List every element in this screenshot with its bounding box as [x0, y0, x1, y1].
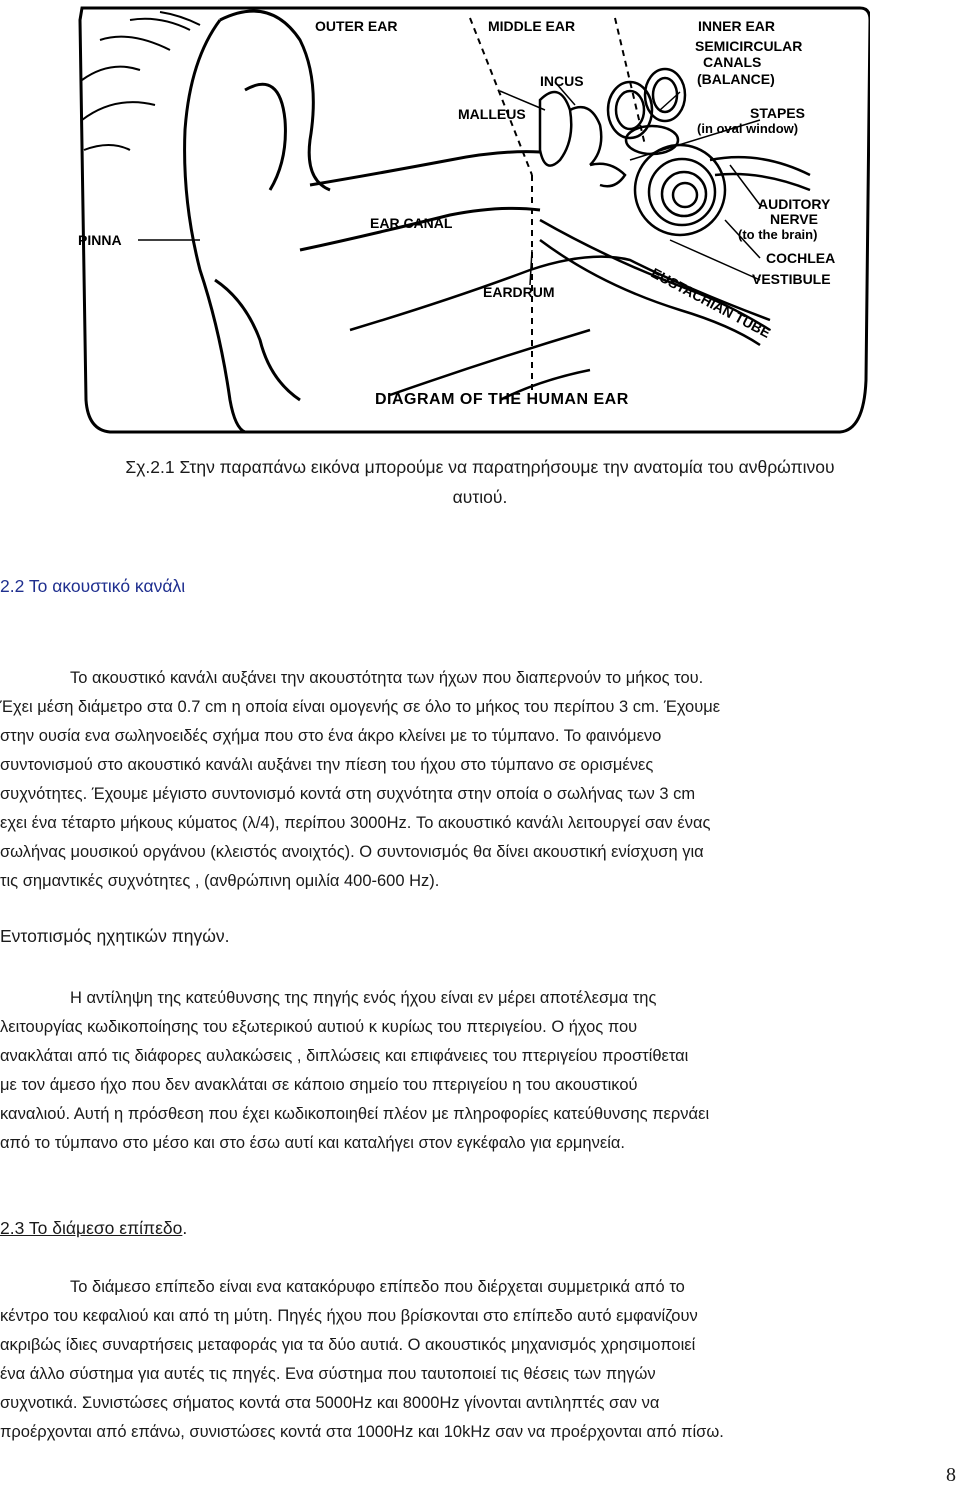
para-line: Το ακουστικό κανάλι αυξάνει την ακουστότητα των ήχων που διαπερνούν το μήκος του. — [70, 669, 704, 687]
label-pinna: PINNA — [78, 232, 122, 248]
figure-caption — [0, 452, 960, 512]
section-2-2-body — [0, 664, 960, 896]
section-2-3-heading-period: . — [182, 1218, 188, 1238]
pinna-drawing — [185, 11, 330, 432]
localization-heading: Εντοπισμός ηχητικών πηγών. — [0, 926, 230, 946]
hair-drawing — [82, 12, 200, 150]
label-to-the-brain: (to the brain) — [738, 227, 818, 242]
para-line: Η αντίληψη της κατεύθυνσης της πηγής ενός ήχου είναι εν μέρει αποτέλεσμα της — [70, 989, 657, 1007]
para-line: ακριβώς ίδιες συναρτήσεις μεταφοράς για τα δύο αυτιά. Ο ακουστικός μηχανισμός χρησιμοποιεί — [0, 1336, 696, 1354]
label-middle-ear: MIDDLE EAR — [488, 18, 576, 34]
para-line: λειτουργίας κωδικοποίησης του εξωτερικού αυτιού κ κυρίως του πτεριγείου. Ο ήχος που — [0, 1018, 638, 1036]
section-2-3-heading-text: 2.3 Το διάμεσο επίπεδο — [0, 1218, 183, 1238]
para-line: τις σημαντικές συχνότητες , (ανθρώπινη ομιλία 400-600 Hz). — [0, 872, 440, 890]
para-line: σωλήνας μουσικού οργάνου (κλειστός ανοιχτός). Ο συντονισμός θα δίνει ακουστική ενίσχυση για — [0, 843, 704, 861]
label-eardrum: EARDRUM — [483, 284, 555, 300]
para-line: ένα άλλο σύστημα για αυτές τις πηγές. Ενα σύστημα που ταυτοποιεί τις θέσεις των πηγών — [0, 1365, 656, 1383]
label-ear-canal: EAR CANAL — [370, 215, 453, 231]
semicircular-canals-drawing — [608, 69, 685, 154]
para-line: με τον άμεσο ήχο που δεν ανακλάται σε κάποιο σημείο του πτεριγείου η του ακουστικού — [0, 1076, 638, 1094]
head-tissue-drawing — [350, 257, 770, 400]
label-nerve: NERVE — [770, 211, 818, 227]
label-outer-ear: OUTER EAR — [315, 18, 398, 34]
para-line: στην ουσία ενα σωληνοειδές σχήμα που στο ένα άκρο κλείνει με το τύμπανο. Το φαινόμενο — [0, 727, 662, 745]
label-vestibule: VESTIBULE — [752, 271, 831, 287]
para-line: από το τύμπανο στο μέσο και στο έσω αυτί και καταλήγει στον εγκέφαλο για ερμηνεία. — [0, 1134, 625, 1152]
para-line: καναλιού. Αυτή η πρόσθεση που έχει κωδικοποιηθεί πλέον με πληροφορίες κατεύθυνσης περνάει — [0, 1105, 710, 1123]
label-canals: CANALS — [703, 54, 762, 70]
page-number: 8 — [946, 1464, 956, 1486]
para-line: Το διάμεσο επίπεδο είναι ενα κατακόρυφο επίπεδο που διέρχεται συμμετρικά από το — [70, 1278, 685, 1296]
label-balance: (BALANCE) — [697, 71, 775, 87]
section-2-2-heading[interactable]: 2.2 Το ακουστικό κανάλι — [0, 576, 186, 596]
para-line: Έχει μέση διάμετρο στα 0.7 cm η οποία είναι ομογενής σε όλο το μήκος του περίπου 3 cm. Έχουμε — [0, 698, 721, 716]
ear-canal-drawing — [300, 152, 540, 250]
para-line: συντονισμού στο ακουστικό κανάλι αυξάνει την πίεση του ήχου στο τύμπανο σε ορισμένες — [0, 756, 654, 774]
label-oval-window: (in oval window) — [697, 121, 799, 136]
para-line: εχει ένα τέταρτο μήκους κύματος (λ/4), περίπου 3000Hz. Το ακουστικό κανάλι λειτουργεί σαν ένας — [0, 814, 711, 832]
label-incus: INCUS — [540, 73, 584, 89]
label-cochlea: COCHLEA — [766, 250, 836, 266]
label-stapes: STAPES — [750, 105, 805, 121]
localization-body — [0, 984, 960, 1158]
label-malleus: MALLEUS — [458, 106, 526, 122]
section-2-3-body — [0, 1273, 960, 1447]
ear-diagram-drawing — [70, 0, 870, 435]
para-line: συχνότητες. Έχουμε μέγιστο συντονισμό κοντά στη συχνότητα στην οποία ο σωλήνας των 3 cm — [0, 785, 696, 803]
para-line: προέρχονται από επάνω, συνιστώσες κοντά στα 1000Hz και 10kHz σαν να προέρχονται από πίσω. — [0, 1423, 724, 1441]
caption-line-1: Σχ.2.1 Στην παραπάνω εικόνα μπορούμε να παρατηρήσουμε την ανατομία του ανθρώπινου — [125, 457, 835, 477]
caption-line-2: αυτιού. — [452, 487, 508, 507]
label-auditory: AUDITORY — [758, 196, 831, 212]
section-2-3-heading — [0, 1218, 187, 1239]
eustachian-tube-drawing — [540, 220, 770, 345]
diagram-title: DIAGRAM OF THE HUMAN EAR — [375, 391, 629, 408]
para-line: συχνοτικά. Συνιστώσες σήματος κοντά στα 5000Hz και 8000Hz γίνονται αντιληπτές σαν να — [0, 1394, 660, 1412]
ear-diagram — [70, 0, 870, 435]
ossicles-drawing — [540, 92, 625, 186]
para-line: ανακλάται από τις διάφορες αυλακώσεις , διπλώσεις και επιφάνειες του πτεριγείου προστίθεται — [0, 1047, 689, 1065]
label-inner-ear: INNER EAR — [698, 18, 776, 34]
label-semicircular: SEMICIRCULAR — [695, 38, 803, 54]
label-eustachian-tube: EUSTACHIAN TUBE — [648, 264, 774, 341]
para-line: κέντρο του κεφαλιού και από τη μύτη. Πηγές ήχου που βρίσκονται στο επίπεδο αυτό εμφανίζουν — [0, 1307, 698, 1325]
